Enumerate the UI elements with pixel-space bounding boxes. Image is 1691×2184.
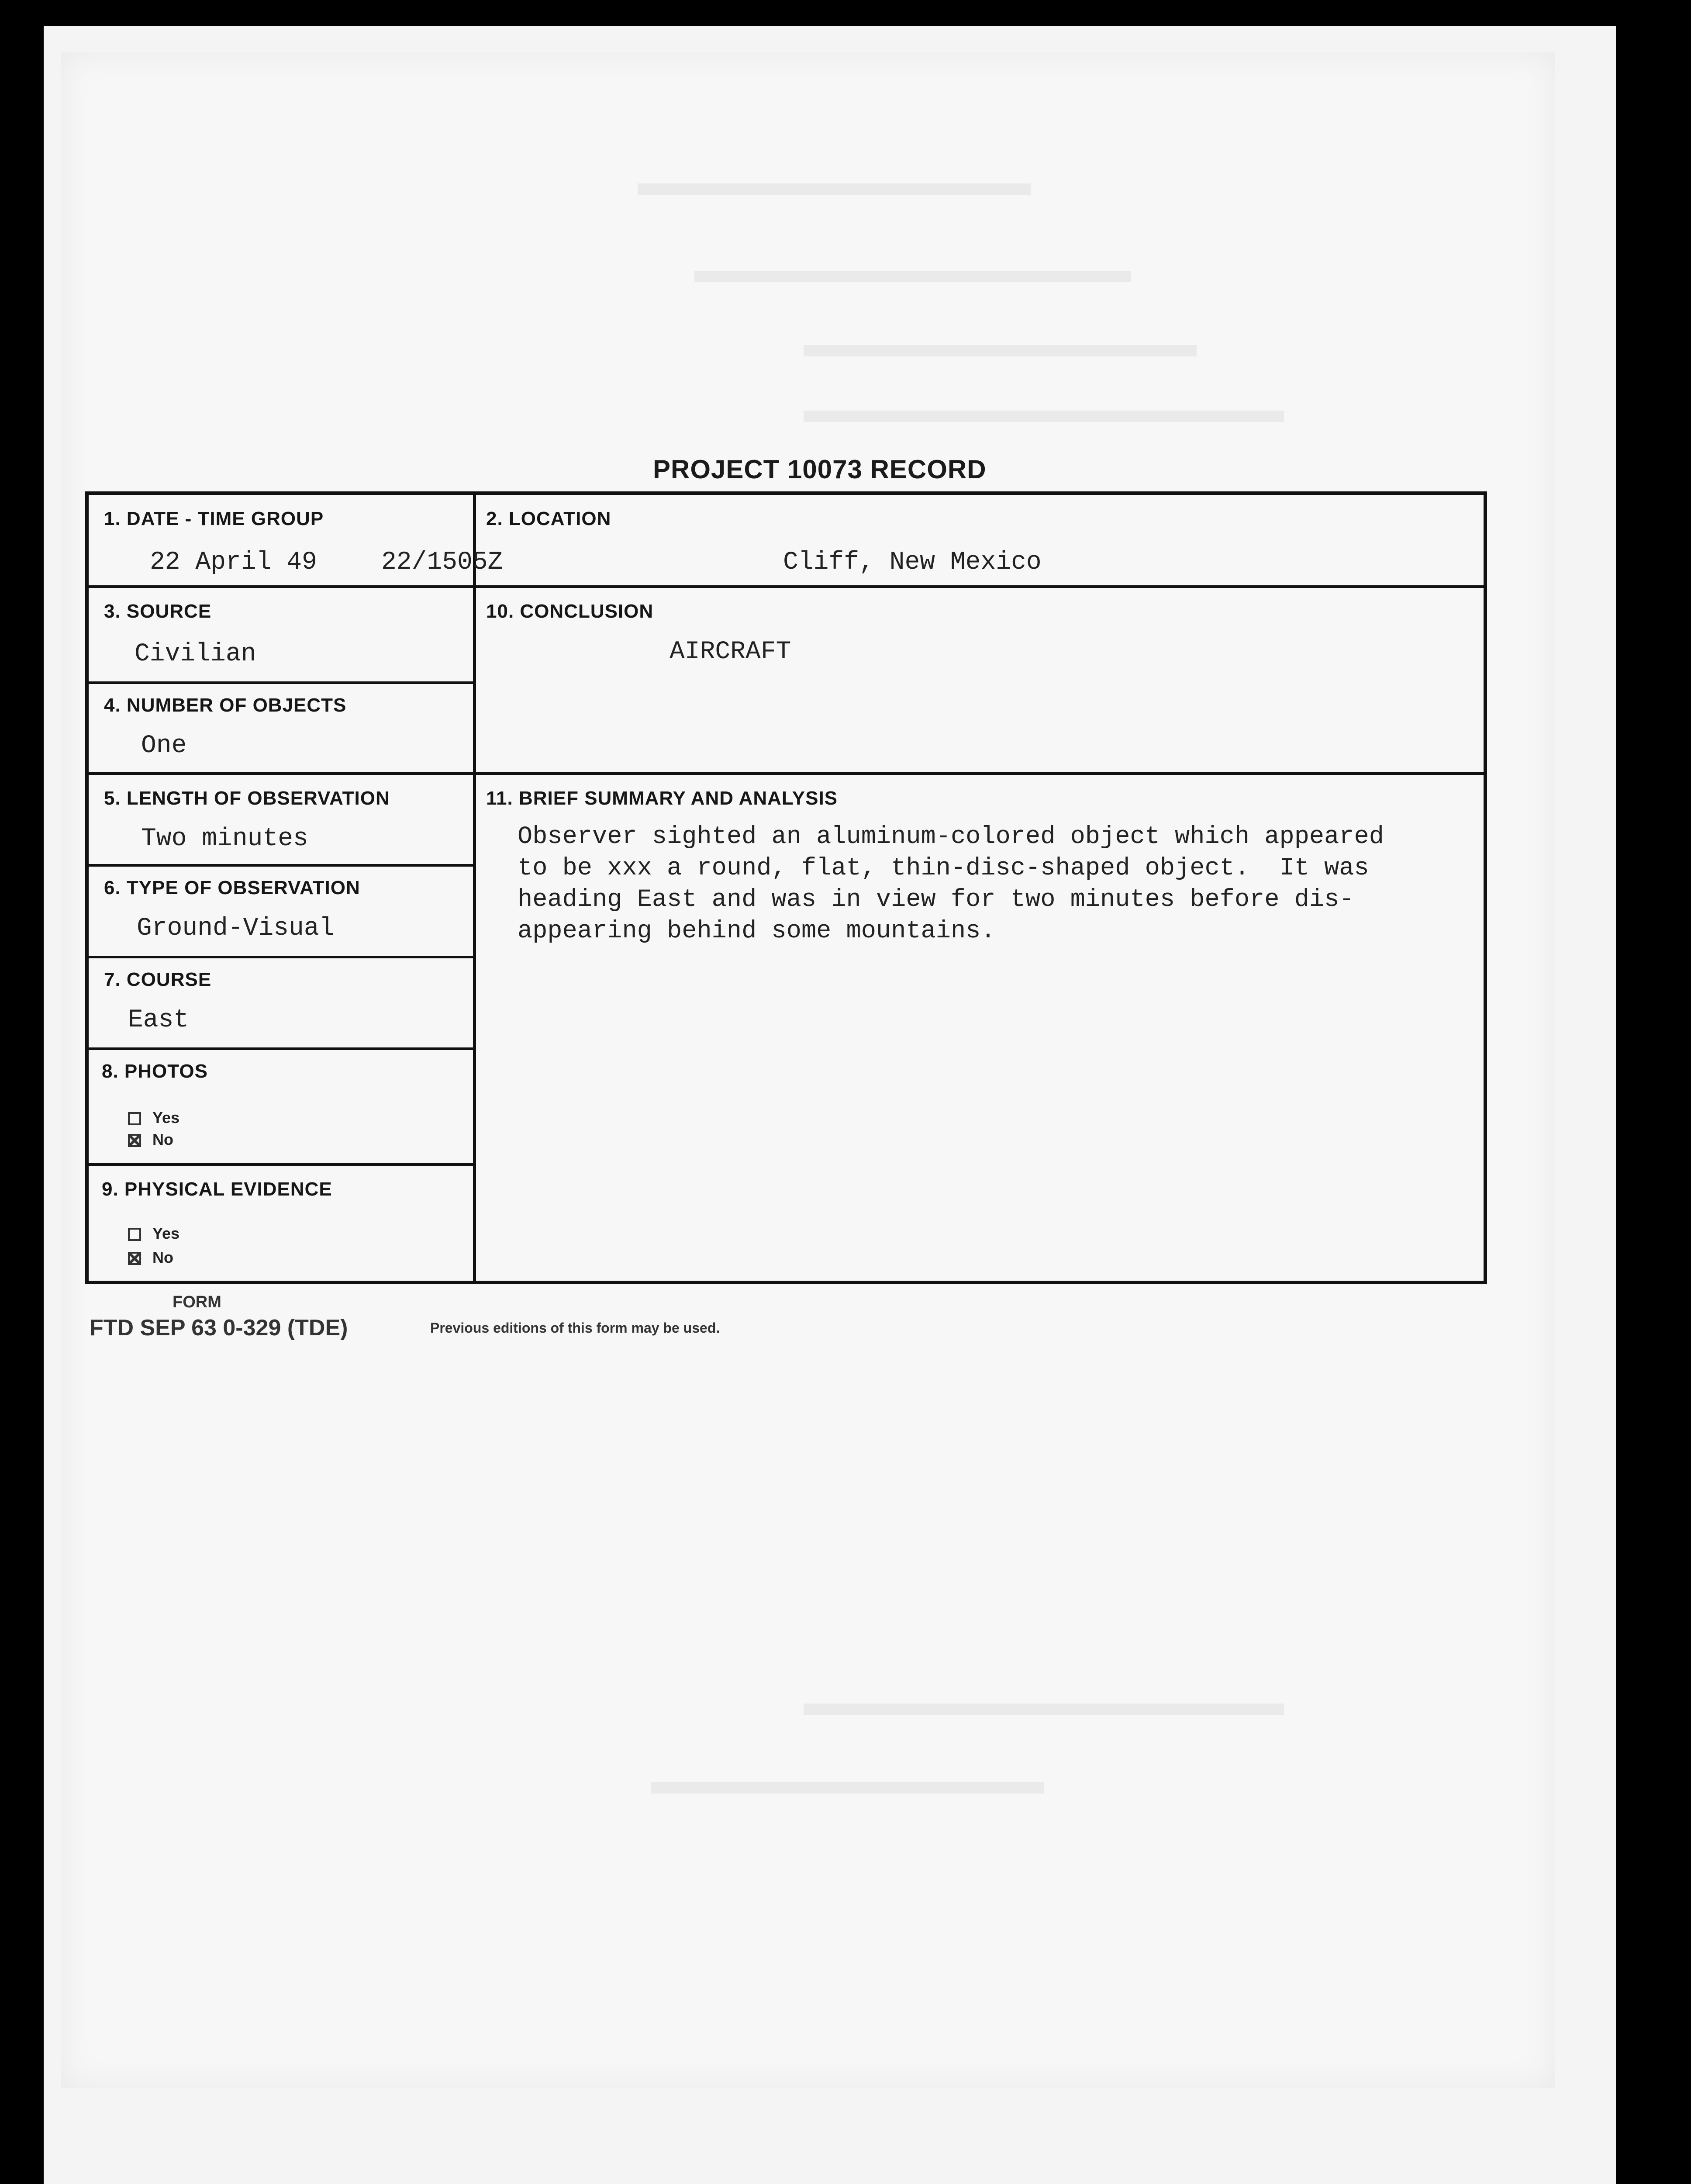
conclusion-value: AIRCRAFT bbox=[669, 638, 791, 666]
number-of-objects-label: 4. NUMBER OF OBJECTS bbox=[104, 695, 347, 716]
location-label: 2. LOCATION bbox=[486, 508, 611, 529]
checkbox-icon bbox=[128, 1112, 141, 1125]
number-of-objects-cell bbox=[89, 681, 473, 772]
photos-no-option[interactable] bbox=[128, 1130, 173, 1149]
photos-yes-label: Yes bbox=[152, 1109, 180, 1127]
course-value: East bbox=[128, 1006, 189, 1034]
time-value: 22/1505Z bbox=[381, 548, 503, 577]
photos-no-label: No bbox=[152, 1130, 173, 1148]
bleed-through-line bbox=[804, 345, 1197, 356]
conclusion-cell bbox=[473, 585, 1486, 772]
type-of-observation-label: 6. TYPE OF OBSERVATION bbox=[104, 877, 360, 898]
length-of-observation-cell bbox=[89, 772, 473, 864]
length-of-observation-label: 5. LENGTH OF OBSERVATION bbox=[104, 788, 390, 809]
type-of-observation-value: Ground-Visual bbox=[137, 914, 335, 943]
summary-line: heading East and was in view for two minutes before dis- bbox=[518, 886, 1354, 914]
type-of-observation-cell bbox=[89, 864, 473, 956]
course-label: 7. COURSE bbox=[104, 969, 212, 990]
date-time-label: 1. DATE - TIME GROUP bbox=[104, 508, 324, 529]
physical-evidence-cell bbox=[89, 1163, 473, 1281]
form-id: FTD SEP 63 0-329 (TDE) bbox=[90, 1315, 348, 1341]
footer-note: Previous editions of this form may be used. bbox=[430, 1320, 720, 1336]
date-value: 22 April 49 bbox=[150, 548, 317, 577]
checkbox-icon bbox=[128, 1228, 141, 1241]
location-cell bbox=[473, 495, 1486, 585]
physical-evidence-yes-option[interactable] bbox=[128, 1224, 179, 1243]
photos-yes-option[interactable] bbox=[128, 1109, 179, 1127]
physical-evidence-no-label: No bbox=[152, 1248, 173, 1266]
summary-label: 11. BRIEF SUMMARY AND ANALYSIS bbox=[486, 788, 838, 809]
location-value: Cliff, New Mexico bbox=[783, 548, 1042, 577]
course-cell bbox=[89, 956, 473, 1047]
date-time-cell bbox=[89, 495, 503, 585]
physical-evidence-no-option[interactable] bbox=[128, 1248, 173, 1267]
conclusion-label: 10. CONCLUSION bbox=[486, 601, 654, 622]
summary-line: to be xxx a round, flat, thin-disc-shaped object. It was bbox=[518, 854, 1369, 882]
bleed-through-line bbox=[804, 1704, 1284, 1715]
bleed-through-line bbox=[694, 271, 1131, 282]
summary-line: appearing behind some mountains. bbox=[518, 917, 996, 945]
source-cell bbox=[89, 585, 473, 681]
checked-box-icon bbox=[128, 1134, 141, 1147]
length-of-observation-value: Two minutes bbox=[141, 825, 308, 853]
photos-cell bbox=[89, 1047, 473, 1163]
checked-box-icon bbox=[128, 1252, 141, 1265]
page-title: PROJECT 10073 RECORD bbox=[653, 455, 987, 484]
summary-text bbox=[518, 821, 1435, 947]
bleed-through-line bbox=[638, 183, 1031, 195]
physical-evidence-label: 9. PHYSICAL EVIDENCE bbox=[102, 1178, 332, 1200]
bleed-through-line bbox=[804, 411, 1284, 422]
form-word: FORM bbox=[173, 1293, 221, 1311]
physical-evidence-yes-label: Yes bbox=[152, 1224, 180, 1242]
bleed-through-line bbox=[651, 1782, 1044, 1794]
source-label: 3. SOURCE bbox=[104, 601, 212, 622]
source-value: Civilian bbox=[135, 640, 256, 668]
photos-label: 8. PHOTOS bbox=[102, 1061, 208, 1082]
summary-line: Observer sighted an aluminum-colored object which appeared bbox=[518, 823, 1384, 851]
number-of-objects-value: One bbox=[141, 732, 187, 760]
